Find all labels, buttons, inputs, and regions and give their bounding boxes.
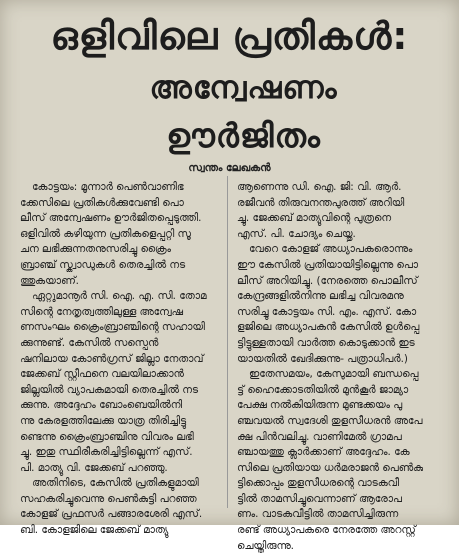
- article-line: ട്ടിക്കൊപ്പം തുളസീധരന്റെ വാടകവീ: [237, 477, 400, 490]
- article-line: ട്ടിട്ടുള്ളതായി വാർത്ത കൊടുക്കാൻ ഇട: [237, 336, 415, 349]
- article-line: ട്ട് ഹൈക്കോടതിയിൽ മുൻകൂർ ജാമ്യാ: [237, 383, 409, 396]
- article-line: ഷനിലായ കോൺഗ്രസ് ജില്ലാ നേതാവ്: [20, 352, 204, 365]
- article-line: ഏറ്റുമാനൂർ സി. ഐ. എ. സി. തോമ: [32, 290, 207, 303]
- article-line: ണസംഘം ക്രൈംബ്രാഞ്ചിന്റെ സഹായി: [20, 321, 205, 334]
- article-line: യായതിൽ ഖേദിക്കുന്നു- പത്രാധിപർ.): [237, 352, 408, 365]
- article-line: ക്കുന്നുണ്ട്. കേസിൽ സസ്പെൻ: [20, 336, 159, 349]
- article-line: ചന ലഭിക്കുന്നതനുസരിച്ചു ക്രൈം: [20, 243, 171, 256]
- article-line: സരിച്ചു കോട്ടയം സി. എം. എസ്. കോ: [237, 305, 417, 318]
- article-line: ഞ്ചവയൽ സ്വദേശി തുളസീധരൻ അപേ: [237, 414, 423, 427]
- article-line: ലീസ് അറിയിച്ചു. (നേരത്തെ പൊലീസ്: [237, 274, 418, 287]
- headline-line-3: ഊർജിതം: [166, 116, 321, 155]
- headline-line-1: ഒളിവിലെ പ്രതികൾ:: [50, 14, 409, 58]
- article-line: കേന്ദ്രങ്ങളിൽനിന്നു ലഭിച്ച വിവരമനു: [237, 290, 404, 303]
- article-line: ഈ കേസിൽ പ്രതിയായിട്ടില്ലെന്നു പൊ: [237, 258, 418, 271]
- article-line: ചെയ്തിരുന്നു.: [237, 539, 294, 552]
- byline: സ്വന്തം ലേഖകൻ: [188, 162, 271, 174]
- article-line: വേറെ കോളജ് അധ്യാപകരൊന്നും: [249, 243, 413, 256]
- article-line: ച്ചു. ജേക്കബ് മാത്യുവിന്റെ പുത്രനെ: [237, 212, 392, 225]
- article-line: പേക്ഷ നൽകിയിരുന്ന മുണ്ടക്കയം പു: [237, 399, 403, 412]
- article-line: കോളജ് പ്രഫസർ പങ്ങാരശേരി എസ്.: [20, 508, 203, 521]
- article-line: ച്ചു. ഇതു സ്ഥിരീകരിച്ചിട്ടില്ലെന്ന് എസ്.: [20, 446, 193, 459]
- article-line: ണം. വാടകവീട്ടിൽ താമസിച്ചിരുന്ന: [237, 508, 399, 521]
- article-line: ളജിലെ അധ്യാപകൻ കേസിൽ ഉൾപ്പെ: [237, 321, 420, 334]
- article-line: ഒളിവിൽ കഴിയുന്ന പ്രതികളെപ്പറ്റി സൂ: [20, 227, 191, 240]
- article-line: പി. മാത്യു വി. ജേക്കബ് പറഞ്ഞു.: [20, 461, 168, 474]
- article-line: ക്കേസിലെ പ്രതികൾക്കുവേണ്ടി പൊ: [20, 196, 184, 209]
- article-line: രജീവൻ തിരുവനന്തപുരത്ത് അറിയി: [237, 196, 405, 209]
- article-line: ണ്ടെന്നു ക്രൈംബ്രാഞ്ചിനു വിവരം ലഭി: [20, 430, 194, 443]
- article-line: ത്തുകയാണ്.: [20, 274, 79, 287]
- article-line: എസ്. പി. ചോദ്യം ചെയ്തു.: [237, 227, 356, 240]
- article-line: ജില്ലയിൽ വ്യാപകമായി തെരച്ചിൽ നട: [20, 383, 198, 396]
- headline-line-2: അന്വേഷണം: [149, 70, 338, 106]
- article-line: ബി. കോളജിലെ ജേക്കബ് മാത്യു: [20, 524, 169, 537]
- article-line: ന്നു കേരളത്തിലേക്കു യാത്ര തിരിച്ചിട്ടു: [20, 414, 187, 427]
- article-line: ക്ഷ പിൻവലിച്ചു. വാണിമേൽ ഗ്രാമപ: [237, 430, 402, 443]
- article-line: ഞ്ചായത്തു ക്ലാർക്കാണ് അദ്ദേഹം. കേ: [237, 446, 410, 459]
- article-line: ട്ടിൽ താമസിച്ചുവെന്നാണ് ആരോപ: [237, 492, 402, 505]
- article-line: സിന്റെ നേതൃത്വത്തിലുള്ള അന്വേഷ: [20, 305, 183, 318]
- article-column-left: [20, 180, 225, 539]
- column-divider: [227, 176, 228, 508]
- article-line: ജേക്കബ് സ്റ്റീഫനെ വലയിലാക്കാൻ: [20, 368, 184, 381]
- article-line: കോട്ടയം: മൂന്നാർ പെൺവാണിഭ: [32, 181, 184, 193]
- article-column-right: [237, 180, 442, 554]
- article-line: ഇതേസമയം, കേസുമായി ബന്ധപ്പെ: [249, 368, 419, 381]
- article-line: രണ്ട് അധ്യാപകരെ നേരത്തേ അറസ്റ്റ്: [237, 524, 416, 537]
- article-line: ആണെന്നു ഡി. ഐ. ജി: വി. ആർ.: [237, 181, 402, 193]
- article-line: ലീസ് അന്വേഷണം ഊർജിതപ്പെടുത്തി.: [20, 212, 202, 225]
- article-line: അതിനിടെ, കേസിൽ പ്രതികളുമായി: [32, 477, 199, 490]
- article-line: ക്കുന്നു. അദ്ദേഹം ബോംബെയിൽനി: [20, 399, 183, 412]
- article-line: ബ്രാഞ്ച് സ്ക്വാഡുകൾ തെരച്ചിൽ നട: [20, 258, 186, 271]
- article-line: സിലെ പ്രതിയായ ധർമരാജൻ പെൺകു: [237, 461, 423, 474]
- article-line: സഹകരിച്ചുവെന്നു പെൺകുട്ടി പറഞ്ഞ: [20, 492, 197, 505]
